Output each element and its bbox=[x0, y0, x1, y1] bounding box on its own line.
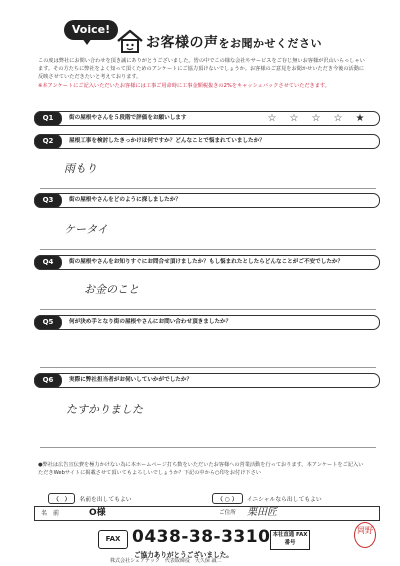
question-number: Q5 bbox=[34, 315, 62, 330]
fax-icon: FAX bbox=[98, 530, 128, 549]
question-text: 何が決め手となり街の屋根やさんにお問い合わせ頂きましたか？ bbox=[69, 319, 232, 325]
rating-stars bbox=[261, 112, 371, 125]
name-label: 名 前 bbox=[41, 510, 60, 517]
house-icon bbox=[116, 28, 144, 54]
star-icon: ☆ bbox=[289, 113, 299, 124]
question-row-q5 bbox=[34, 315, 380, 330]
answer-line bbox=[40, 447, 376, 448]
answer-area-q3 bbox=[40, 211, 376, 253]
publication-note: ●弊社は広告宣伝費を極力かけない為に本ホームページ打ち数をいただいたお客様への営業活動を行っております。本アンケートをご記入いただきWebサイトに掲載させて頂いてもよろしいでしょうか？下記の中から○印をお付け下さい bbox=[38, 462, 364, 477]
answer-line bbox=[40, 249, 376, 250]
title-suffix: をお聞かせください bbox=[218, 37, 322, 50]
question-row-q1 bbox=[34, 111, 380, 126]
title-main: お客様の声 bbox=[146, 35, 219, 51]
question-number: Q4 bbox=[34, 255, 62, 270]
consent-mark: （ ○ ） bbox=[212, 493, 243, 504]
question-number: Q6 bbox=[34, 373, 62, 388]
handwritten-answer: 雨もり bbox=[64, 162, 97, 175]
handwritten-answer: たすかりました bbox=[66, 403, 143, 416]
question-text: 街の屋根やさんをお知りすぐにお問合せ頂けましたか？もし悩まれたとしたらどんなことがご不安でしたか？ bbox=[69, 259, 344, 265]
intro-paragraph bbox=[38, 57, 368, 90]
thanks-text: ご協力ありがとうございました。 bbox=[134, 551, 233, 559]
consent-option-name[interactable] bbox=[48, 493, 132, 504]
question-row-q2 bbox=[34, 134, 380, 149]
question-text: 街の屋根やさんをどのように探しましたか？ bbox=[69, 197, 181, 203]
question-row-q3 bbox=[34, 193, 380, 208]
hanko-stamp: 岡野 bbox=[354, 522, 376, 548]
answer-area-q2 bbox=[40, 152, 376, 192]
star-icon: ★ bbox=[355, 113, 365, 124]
star-icon: ☆ bbox=[267, 113, 277, 124]
answer-line bbox=[40, 367, 376, 368]
intro-text: この度は弊社にお問い合わせを頂き誠にありがとうございました。皆の中でこの様な会社やサービスをご存じ無いお客様が沢山いらっしゃいます。その方たちに弊社をよく知って頂くためのアンケートにご協力頂けないでしょうか。お客様のご意見をお聞かせいただき今後の活動に反映させていただきたいと考えております。 bbox=[38, 58, 365, 81]
address-value: 栗田匠 bbox=[247, 507, 277, 518]
fax-number: 0438-38-3310 bbox=[132, 527, 271, 547]
star-icon: ☆ bbox=[333, 113, 343, 124]
question-row-q4 bbox=[34, 255, 380, 270]
answer-area-q4 bbox=[40, 273, 376, 313]
consent-label: イニシャルなら出してもよい bbox=[246, 497, 322, 503]
answer-area-q5 bbox=[40, 333, 376, 371]
answer-line bbox=[40, 309, 376, 310]
question-row-q6 bbox=[34, 373, 380, 388]
voice-badge-tail bbox=[82, 38, 92, 45]
address-label: ご住所 bbox=[219, 510, 236, 516]
respondent-info-row bbox=[34, 506, 380, 521]
question-number: Q1 bbox=[34, 111, 62, 126]
question-number: Q2 bbox=[34, 134, 62, 149]
answer-area-q6 bbox=[40, 391, 376, 451]
name-value: O様 bbox=[89, 508, 106, 518]
consent-option-initial[interactable] bbox=[212, 493, 322, 504]
answer-line bbox=[40, 188, 376, 189]
handwritten-answer: ケータイ bbox=[64, 223, 108, 236]
question-text: 屋根工事を検討したきっかけは何ですか？どんなことで悩まれていましたか？ bbox=[69, 138, 265, 144]
question-text: 実際に弊社担当者がお伺いしていかがでしたか？ bbox=[69, 377, 193, 383]
company-info: 株式会社シェアテック 代表取締役 大久保 誠二 bbox=[110, 558, 222, 564]
question-text: 街の屋根やさんを５段階で評価をお願いします bbox=[69, 115, 187, 121]
voice-badge: Voice! bbox=[64, 20, 118, 40]
handwritten-answer: お金のこと bbox=[84, 283, 139, 296]
star-icon: ☆ bbox=[311, 113, 321, 124]
question-number: Q3 bbox=[34, 193, 62, 208]
consent-mark: （ ） bbox=[48, 493, 75, 504]
intro-note: ※本アンケートにご記入いただいたお客様には工事ご用命時に工事金額税抜きの2%をキャッシュバックさせていただきます。 bbox=[38, 82, 330, 89]
fax-tag: 本社直通 FAX番号 bbox=[270, 530, 310, 550]
page-title bbox=[146, 32, 322, 52]
consent-label: 名前を出してもよい bbox=[79, 497, 132, 503]
